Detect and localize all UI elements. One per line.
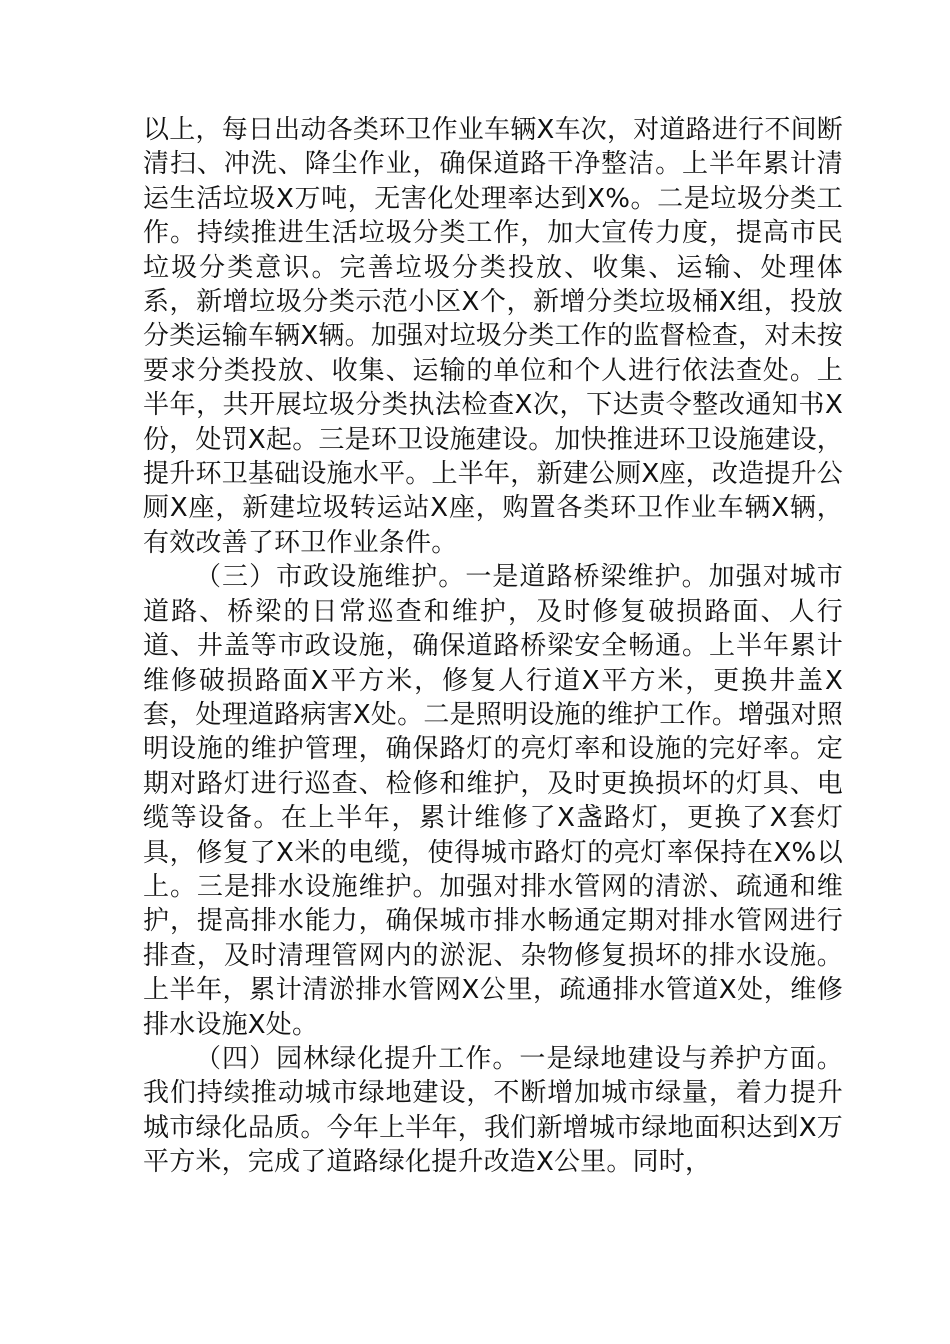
document-body [143, 113, 843, 1180]
paragraph-municipal-facilities: （三）市政设施维护。一是道路桥梁维护。加强对城市道路、桥梁的日常巡查和维护，及时修复破损路面、人行道、井盖等市政设施，确保道路桥梁安全畅通。上半年累计维修破损路面X平方米，修复人行道X平方米，更换井盖X套，处理道路病害X处。二是照明设施的维护工作。增强对照明设施的维护管理，确保路灯的亮灯率和设施的完好率。定期对路灯进行巡查、检修和维护，及时更换损坏的灯具、电缆等设备。在上半年，累计维修了X盏路灯，更换了X套灯具，修复了X米的电缆，使得城市路灯的亮灯率保持在X%以上。三是排水设施维护。加强对排水管网的清淤、疏通和维护，提高排水能力，确保城市排水畅通定期对排水管网进行排查，及时清理管网内的淤泥、杂物修复损坏的排水设施。上半年，累计清淤排水管网X公里，疏通排水管道X处，维修排水设施X处。 [143, 562, 843, 1040]
paragraph-landscaping: （四）园林绿化提升工作。一是绿地建设与养护方面。我们持续推动城市绿地建设，不断增加城市绿量，着力提升城市绿化品质。今年上半年，我们新增城市绿地面积达到X万平方米，完成了道路绿化提升改造X公里。同时， [143, 1043, 843, 1178]
paragraph-sanitation-continued: 以上，每日出动各类环卫作业车辆X车次，对道路进行不间断清扫、冲洗、降尘作业，确保道路干净整洁。上半年累计清运生活垃圾X万吨，无害化处理率达到X%。二是垃圾分类工作。持续推进生活垃圾分类工作，加大宣传力度，提高市民垃圾分类意识。完善垃圾分类投放、收集、运输、处理体系，新增垃圾分类示范小区X个，新增分类垃圾桶X组，投放分类运输车辆X辆。加强对垃圾分类工作的监督检查，对未按要求分类投放、收集、运输的单位和个人进行依法查处。上半年，共开展垃圾分类执法检查X次，下达责令整改通知书X份，处罚X起。三是环卫设施建设。加快推进环卫设施建设，提升环卫基础设施水平。上半年，新建公厕X座，改造提升公厕X座，新建垃圾转运站X座，购置各类环卫作业车辆X辆，有效改善了环卫作业条件。 [143, 115, 843, 558]
